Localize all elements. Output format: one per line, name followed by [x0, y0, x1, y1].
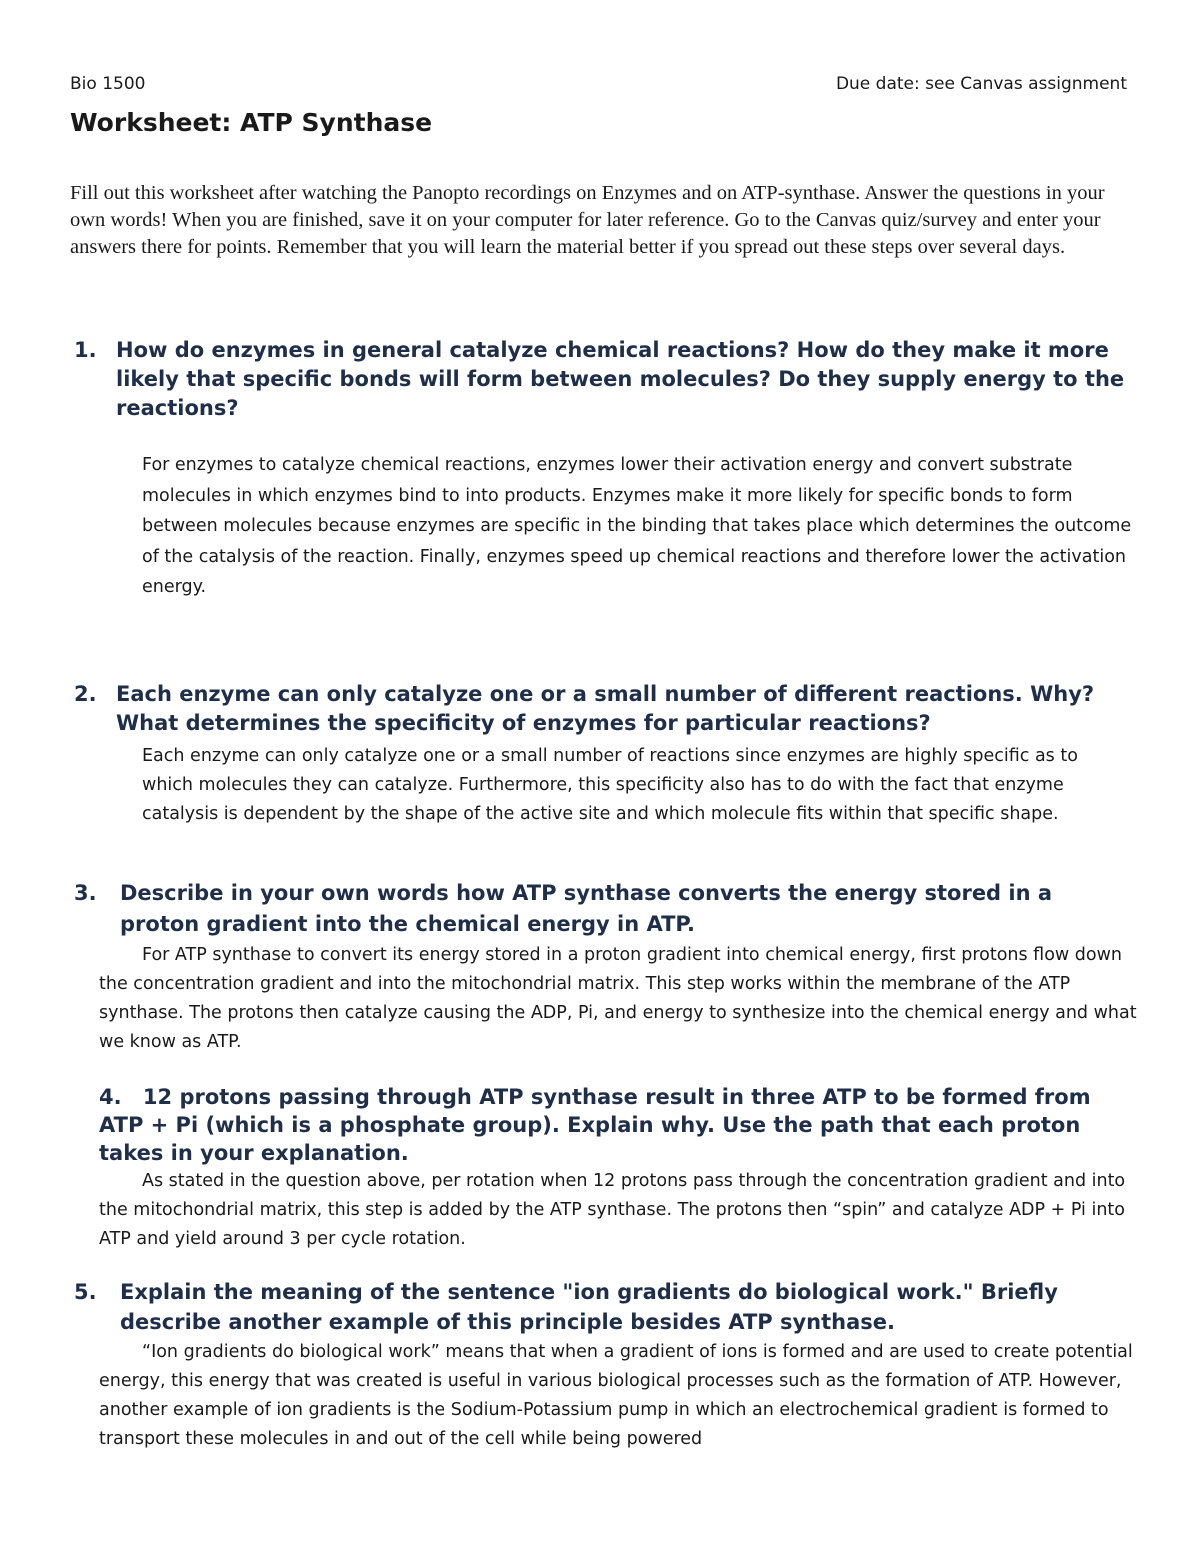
- question-5: [74, 1277, 1134, 1337]
- question-5-text: Explain the meaning of the sentence "ion gradients do biological work." Briefly describe another example of this principle besides ATP synthase.: [120, 1280, 1058, 1334]
- question-3-number: 3.: [74, 881, 97, 905]
- question-1-number: 1.: [74, 338, 97, 362]
- page-title: Worksheet: ATP Synthase: [70, 108, 433, 137]
- question-1: [74, 336, 1144, 423]
- question-5-number: 5.: [74, 1280, 97, 1304]
- question-3: [74, 878, 1134, 940]
- answer-1: For enzymes to catalyze chemical reactions, enzymes lower their activation energy and convert substrate molecules in which enzymes bind to into products. Enzymes make it more likely for specific bonds to form between molecules because enzymes are specific in the binding that takes place which determines the outcome of the catalysis of the reaction. Finally, enzymes speed up chemical reactions and therefore lower the activation energy.: [142, 455, 1132, 597]
- question-2-text: Each enzyme can only catalyze one or a small number of different reactions. Why? What determines the specificity of enzymes for particular reactions?: [116, 682, 1095, 735]
- answer-4: As stated in the question above, per rotation when 12 protons pass through the concentration gradient and into the mitochondrial matrix, this step is added by the ATP synthase. The protons then “spin” and catalyze ADP + Pi into ATP and yield around 3 per cycle rotation.: [99, 1171, 1126, 1249]
- question-2-number: 2.: [74, 682, 97, 706]
- answer-3: For ATP synthase to convert its energy stored in a proton gradient into chemical energy, first protons flow down the concentration gradient and into the mitochondrial matrix. This step works within the membrane of the ATP synthase. The protons then catalyze causing the ADP, Pi, and energy to synthesize into the chemical energy and what we know as ATP.: [99, 945, 1137, 1052]
- question-1-text: How do enzymes in general catalyze chemical reactions? How do they make it more likely that specific bonds will form between molecules? Do they supply energy to the reactions?: [116, 338, 1125, 420]
- question-4-text: 12 protons passing through ATP synthase result in three ATP to be formed from ATP + Pi (which is a phosphate group). Explain why. Use the path that each proton takes in your explanation.: [99, 1085, 1091, 1165]
- intro-paragraph: Fill out this worksheet after watching the Panopto recordings on Enzymes and on ATP-synthase. Answer the questions in your own words! When you are finished, save it on your computer for later reference. Go to the Canvas quiz/survey and enter your answers there for points. Remember that you will learn the material better if you spread out these steps over several days.: [70, 182, 1105, 258]
- due-date-label: Due date: see Canvas assignment: [835, 74, 1127, 94]
- question-4-number: 4.: [99, 1085, 122, 1109]
- question-3-text: Describe in your own words how ATP synthase converts the energy stored in a proton gradient into the chemical energy in ATP.: [120, 881, 1053, 936]
- question-4: [99, 1083, 1129, 1167]
- answer-2: Each enzyme can only catalyze one or a small number of reactions since enzymes are highly specific as to which molecules they can catalyze. Furthermore, this specificity also has to do with the fact that enzyme catalysis is dependent by the shape of the active site and which molecule fits within that specific shape.: [142, 746, 1078, 824]
- answer-5: “Ion gradients do biological work” means that when a gradient of ions is formed and are used to create potential energy, this energy that was created is useful in various biological processes such as the formation of ATP. However, another example of ion gradients is the Sodium-Potassium pump in which an electrochemical gradient is formed to transport these molecules in and out of the cell while being powered: [99, 1342, 1133, 1449]
- course-label: Bio 1500: [70, 74, 146, 94]
- question-2: [74, 680, 1154, 738]
